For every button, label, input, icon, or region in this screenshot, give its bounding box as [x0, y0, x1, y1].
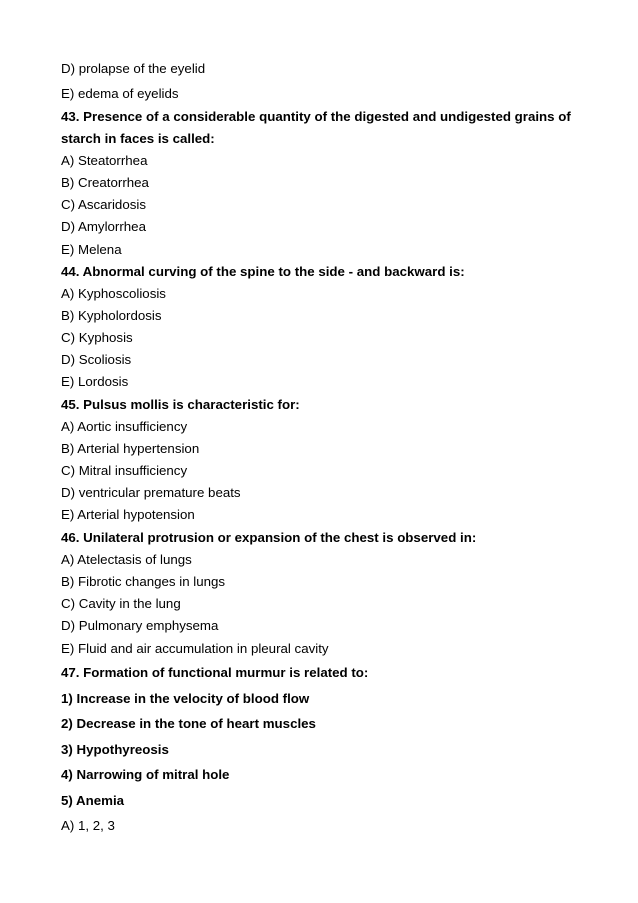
- answer-option: C) Kyphosis: [61, 330, 133, 345]
- statement-item: 1) Increase in the velocity of blood flow: [61, 691, 310, 706]
- answer-option: E) Arterial hypotension: [61, 507, 195, 522]
- answer-option: E) Lordosis: [61, 374, 129, 389]
- answer-option: D) Pulmonary emphysema: [61, 618, 219, 633]
- statement-item: 2) Decrease in the tone of heart muscles: [61, 716, 316, 731]
- answer-option: B) Arterial hypertension: [61, 441, 200, 456]
- answer-option: C) Mitral insufficiency: [61, 463, 188, 478]
- answer-option: B) Kypholordosis: [61, 308, 162, 323]
- answer-option: B) Creatorrhea: [61, 175, 149, 190]
- statement-item: 5) Anemia: [61, 793, 125, 808]
- answer-option: A) Atelectasis of lungs: [61, 552, 192, 567]
- answer-option: E) Melena: [61, 242, 122, 257]
- question-text: 47. Formation of functional murmur is related to:: [61, 665, 369, 680]
- answer-option: A) Kyphoscoliosis: [61, 286, 166, 301]
- answer-option: E) Fluid and air accumulation in pleural cavity: [61, 641, 329, 656]
- question-text: 43. Presence of a considerable quantity of the digested and undigested grains of: [61, 109, 571, 124]
- answer-option: A) 1, 2, 3: [61, 818, 115, 833]
- answer-option: B) Fibrotic changes in lungs: [61, 574, 226, 589]
- answer-option: A) Steatorrhea: [61, 153, 148, 168]
- statement-item: 4) Narrowing of mitral hole: [61, 767, 230, 782]
- answer-option: D) Scoliosis: [61, 352, 132, 367]
- answer-option: C) Ascaridosis: [61, 197, 146, 212]
- answer-option: A) Aortic insufficiency: [61, 419, 188, 434]
- answer-option: D) ventricular premature beats: [61, 485, 241, 500]
- question-text: 44. Abnormal curving of the spine to the side - and backward is:: [61, 264, 465, 279]
- answer-option: D) Amylorrhea: [61, 219, 146, 234]
- statement-item: 3) Hypothyreosis: [61, 742, 169, 757]
- question-text: starch in faces is called:: [61, 131, 215, 146]
- answer-option: E) edema of eyelids: [61, 86, 179, 101]
- question-text: 46. Unilateral protrusion or expansion of the chest is observed in:: [61, 530, 477, 545]
- question-text: 45. Pulsus mollis is characteristic for:: [61, 397, 300, 412]
- answer-option: C) Cavity in the lung: [61, 596, 181, 611]
- answer-option: D) prolapse of the eyelid: [61, 61, 206, 76]
